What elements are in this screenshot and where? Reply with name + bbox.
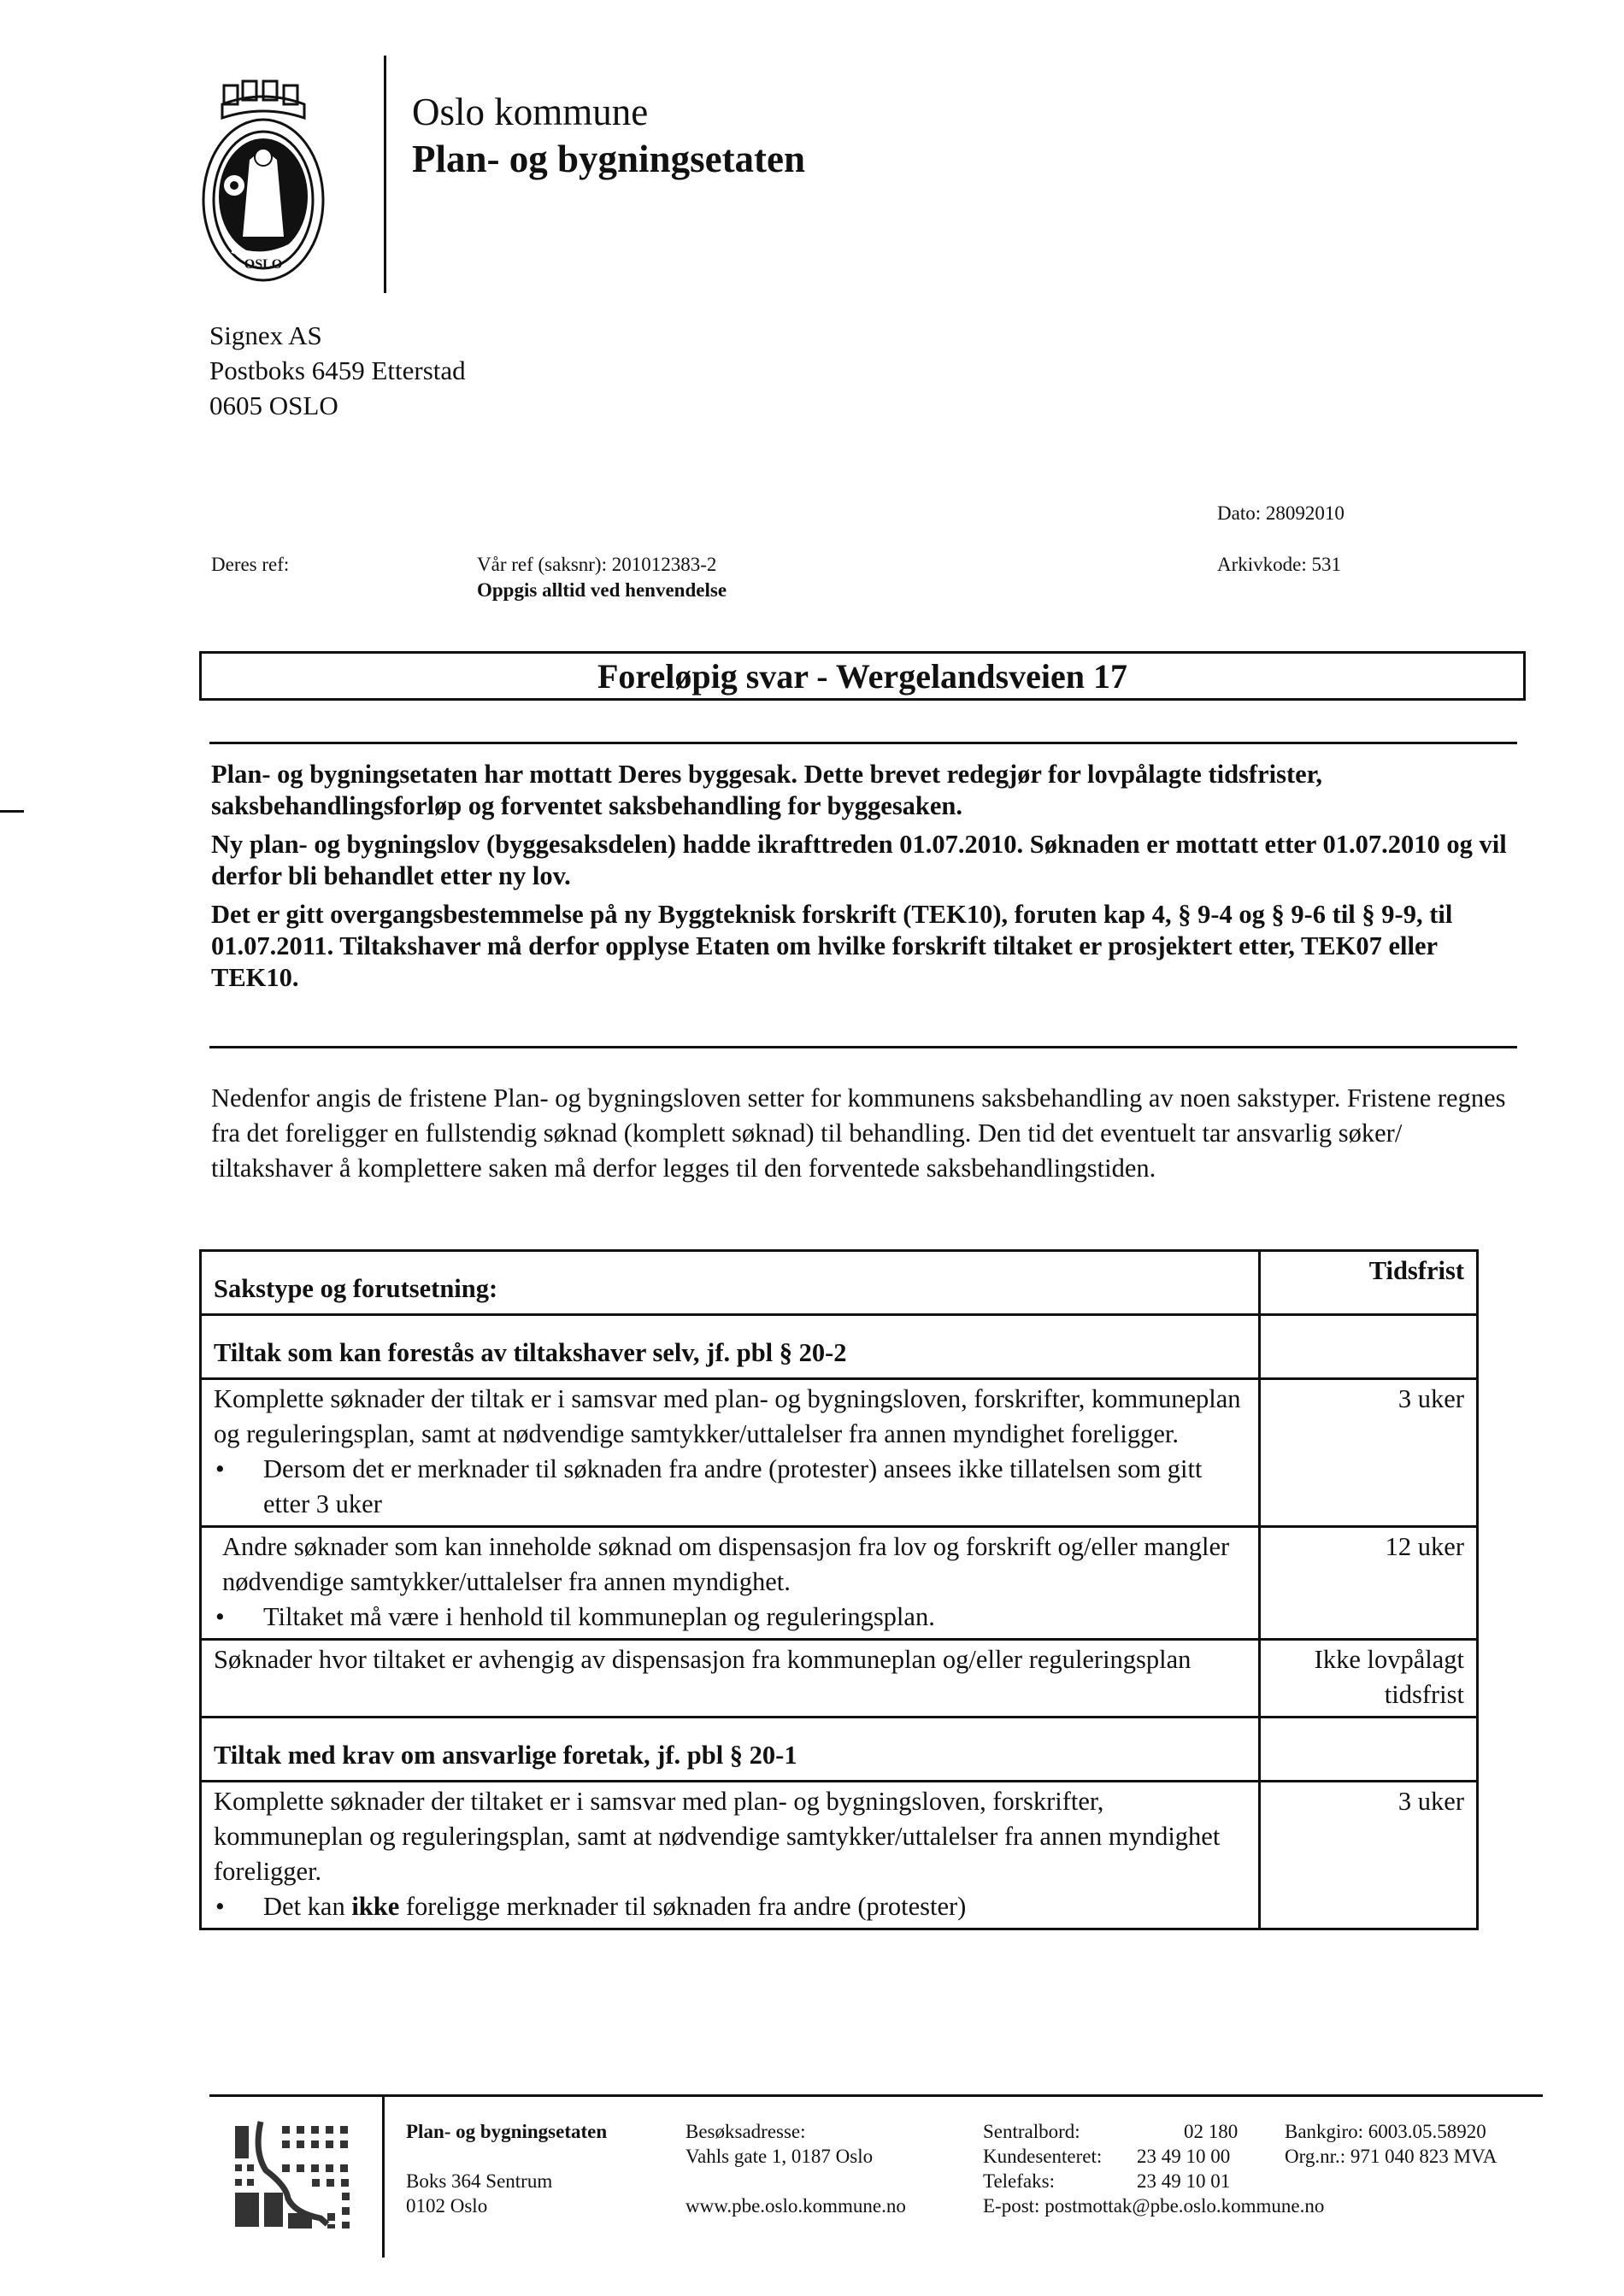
notice-paragraph: Plan- og bygningsetaten har mottatt Deres byggesak. Dette brevet redegjør for lovpålagte tidsfrister, saksbehandlingsforløp og forventet saksbehandling for byggesaken. [211,760,1323,820]
row-deadline: 12 uker [1260,1527,1478,1640]
footer-bankgiro: Bankgiro: 6003.05.58920 [1285,2121,1486,2142]
table-section-row [201,1718,1478,1782]
table-row [201,1379,1478,1527]
deadlines-table [199,1249,1479,1930]
letter-title: Foreløpig svar - Wergelandsveien 17 [199,651,1526,701]
footer-web-link[interactable]: www.pbe.oslo.kommune.no [685,2195,906,2217]
rule-top [209,742,1517,744]
footer-rule [209,2094,1543,2097]
header-divider [384,56,386,293]
notice-paragraph: Ny plan- og bygningslov (byggesaksdelen) hadde ikrafttreden 01.07.2010. Søknaden er mottatt etter 01.07.2010 og vil derfor bli behandlet etter ny lov. [211,830,1507,890]
section-title: Tiltak med krav om ansvarlige foretak, jf. pbl § 20-1 [201,1718,1260,1782]
arkivkode: Arkivkode: 531 [1217,554,1342,575]
footer-box: Boks 364 Sentrum [406,2170,553,2192]
footer-visit-address: Vahls gate 1, 0187 Oslo [685,2146,874,2167]
footer-sentralbord: 02 180 [1184,2121,1239,2142]
footer-orgnr: Org.nr.: 971 040 823 MVA [1285,2146,1497,2167]
row-bullet: • Tiltaket må være i henhold til kommuneplan og reguleringsplan. [214,1600,1246,1635]
row-text: Komplette søknader der tiltaket er i samsvar med plan- og bygningsloven, forskrifter, kommuneplan og reguleringsplan, samt at nødvendige samtykker/uttalelser fra annen myndighet foreligger. [214,1787,1221,1886]
recipient-postal: 0605 OSLO [209,390,338,420]
bullet-icon: • [215,1892,225,1921]
row-deadline: 3 uker [1260,1782,1478,1929]
org-unit: Plan- og bygningsetaten [412,138,806,180]
bullet-icon: • [215,1454,225,1483]
section-title: Tiltak som kan forestås av tiltakshaver selv, jf. pbl § 20-2 [201,1315,1260,1379]
footer-telefaks: 23 49 10 01 [1137,2170,1231,2192]
table-row [201,1527,1478,1640]
recipient-street: Postboks 6459 Etterstad [209,355,466,385]
recipient-name: Signex AS [209,320,322,350]
row-text: Komplette søknader der tiltak er i samsvar med plan- og bygningsloven, forskrifter, kommuneplan og reguleringsplan, samt at nødvendige samtykker/uttalelser fra annen myndighet foreligger. [214,1384,1241,1448]
footer-sentralbord-label: Sentralbord: [983,2121,1080,2142]
table-section-row [201,1315,1478,1379]
deres-ref: Deres ref: [211,554,290,575]
table-row [201,1640,1478,1718]
bullet-icon: • [215,1602,225,1631]
svg-text:OSLO: OSLO [244,257,283,272]
org-name: Oslo kommune [412,91,649,133]
var-ref: Vår ref (saksnr): 201012383-2 [477,554,717,575]
header-tidsfrist: Tidsfrist [1260,1251,1478,1315]
rule-bottom [209,1046,1517,1048]
footer-box-postal: 0102 Oslo [406,2195,488,2217]
header-sakstype: Sakstype og forutsetning: [201,1251,1260,1315]
recipient-address [209,318,466,423]
footer-unit: Plan- og bygningsetaten [406,2121,608,2142]
row-text: Søknader hvor tiltaket er avhengig av dispensasjon fra kommuneplan og/eller reguleringsplan [201,1640,1260,1718]
letter-date: Dato: 28092010 [1217,502,1345,524]
row-deadline: 3 uker [1260,1379,1478,1527]
footer-email-link[interactable]: E-post: postmottak@pbe.oslo.kommune.no [983,2195,1325,2217]
footer-divider [382,2095,385,2258]
var-ref-note: Oppgis alltid ved henvendelse [477,579,727,601]
table-row [201,1782,1478,1929]
pbe-logo-icon [235,2117,355,2228]
row-deadline: Ikke lovpålagt tidsfrist [1260,1640,1478,1718]
row-bullet: • Dersom det er merknader til søknaden fra andre (protester) ansees ikke tillatelsen som gitt etter 3 uker [214,1452,1246,1522]
footer-telefaks-label: Telefaks: [983,2170,1055,2192]
table-header-row [201,1251,1478,1315]
notice-block [211,759,1527,1001]
footer-kundesenter-label: Kundesenteret: [983,2146,1103,2167]
fold-mark [0,810,24,813]
footer-kundesenter: 23 49 10 00 [1137,2146,1231,2167]
row-text: Andre søknader som kan inneholde søknad om dispensasjon fra lov og forskrift og/eller mangler nødvendige samtykker/uttalelser fra annen myndighet. [222,1532,1230,1596]
row-bullet: • Det kan ikke foreligge merknader til søknaden fra andre (protester) [214,1889,1246,1924]
notice-paragraph: Det er gitt overgangsbestemmelse på ny Byggteknisk forskrift (TEK10), foruten kap 4, § 9-4 og § 9-6 til § 9-9, til 01.07.2011. Tiltakshaver må derfor opplyse Etaten om hvilke forskrift tiltaket er prosjektert etter, TEK07 eller TEK10. [211,900,1453,992]
intro-paragraph: Nedenfor angis de fristene Plan- og bygningsloven setter for kommunens saksbehandling av noen sakstyper. Fristene regnes fra det foreligger en fullstendig søknad (komplett søknad) til behandling. Den tid det eventuelt tar ansvarlig søker/ tiltakshaver å komplettere saken må derfor legges til den forventede saksbehandlingstiden. [211,1083,1506,1183]
footer-visit-label: Besøksadresse: [685,2121,806,2142]
oslo-seal-logo-icon [198,79,328,288]
